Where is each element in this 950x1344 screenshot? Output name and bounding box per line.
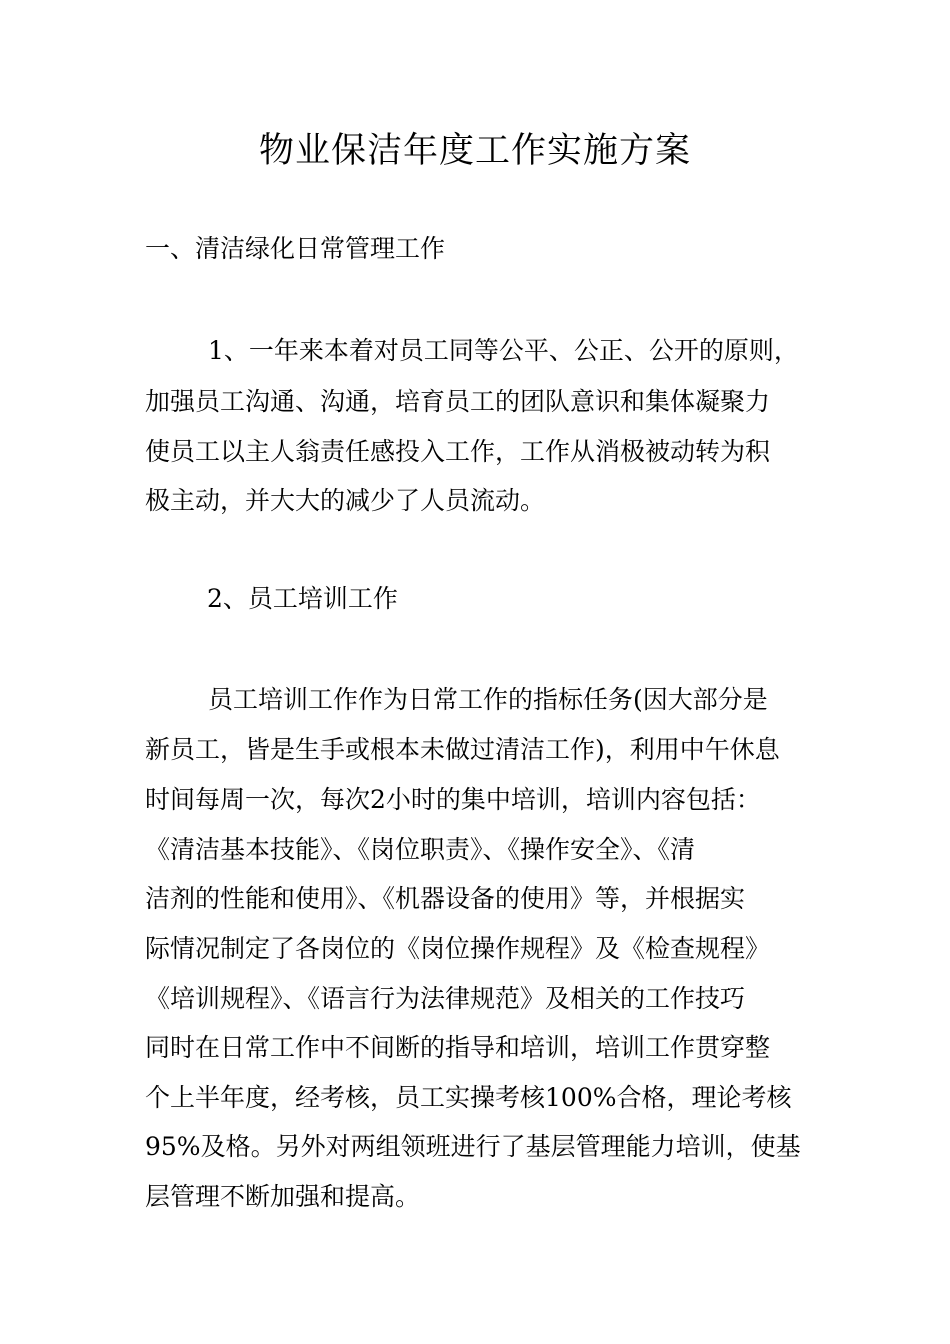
paragraph-line: 员工培训工作作为日常工作的指标任务(因大部分是 (183, 685, 768, 714)
paragraph-line: 层管理不断加强和提高。 (145, 1182, 421, 1211)
paragraph-line: 新员工，皆是生手或根本未做过清洁工作)，利用中午休息 (145, 735, 780, 764)
paragraph-line: 时间每周一次，每次2小时的集中培训，培训内容包括： (145, 785, 761, 814)
subsection-heading: 2、员工培训工作 (207, 584, 398, 613)
paragraph-line: 《培训规程》、《语言行为法律规范》及相关的工作技巧 (145, 984, 746, 1013)
paragraph-line: 加强员工沟通、沟通，培育员工的团队意识和集体凝聚力 (145, 387, 771, 416)
paragraph-line: 1、一年来本着对员工同等公平、公正、公开的原则， (183, 336, 799, 365)
paragraph-line: 同时在日常工作中不间断的指导和培训，培训工作贯穿整 (145, 1033, 771, 1062)
paragraph-line: 际情况制定了各岗位的《岗位操作规程》及《检查规程》 (145, 934, 771, 963)
paragraph-line: 个上半年度，经考核，员工实操考核100%合格，理论考核 (145, 1083, 792, 1112)
paragraph-line: 95%及格。另外对两组领班进行了基层管理能力培训，使基 (145, 1132, 801, 1161)
section-heading: 一、清洁绿化日常管理工作 (145, 234, 446, 263)
paragraph-line: 洁剂的性能和使用》、《机器设备的使用》等，并根据实 (145, 884, 746, 913)
document-title: 物业保洁年度工作实施方案 (258, 131, 691, 171)
paragraph-line: 《清洁基本技能》、《岗位职责》、《操作安全》、《清 (145, 835, 696, 864)
paragraph-line: 极主动，并大大的减少了人员流动。 (145, 486, 546, 515)
paragraph-line: 使员工以主人翁责任感投入工作，工作从消极被动转为积 (145, 437, 771, 466)
